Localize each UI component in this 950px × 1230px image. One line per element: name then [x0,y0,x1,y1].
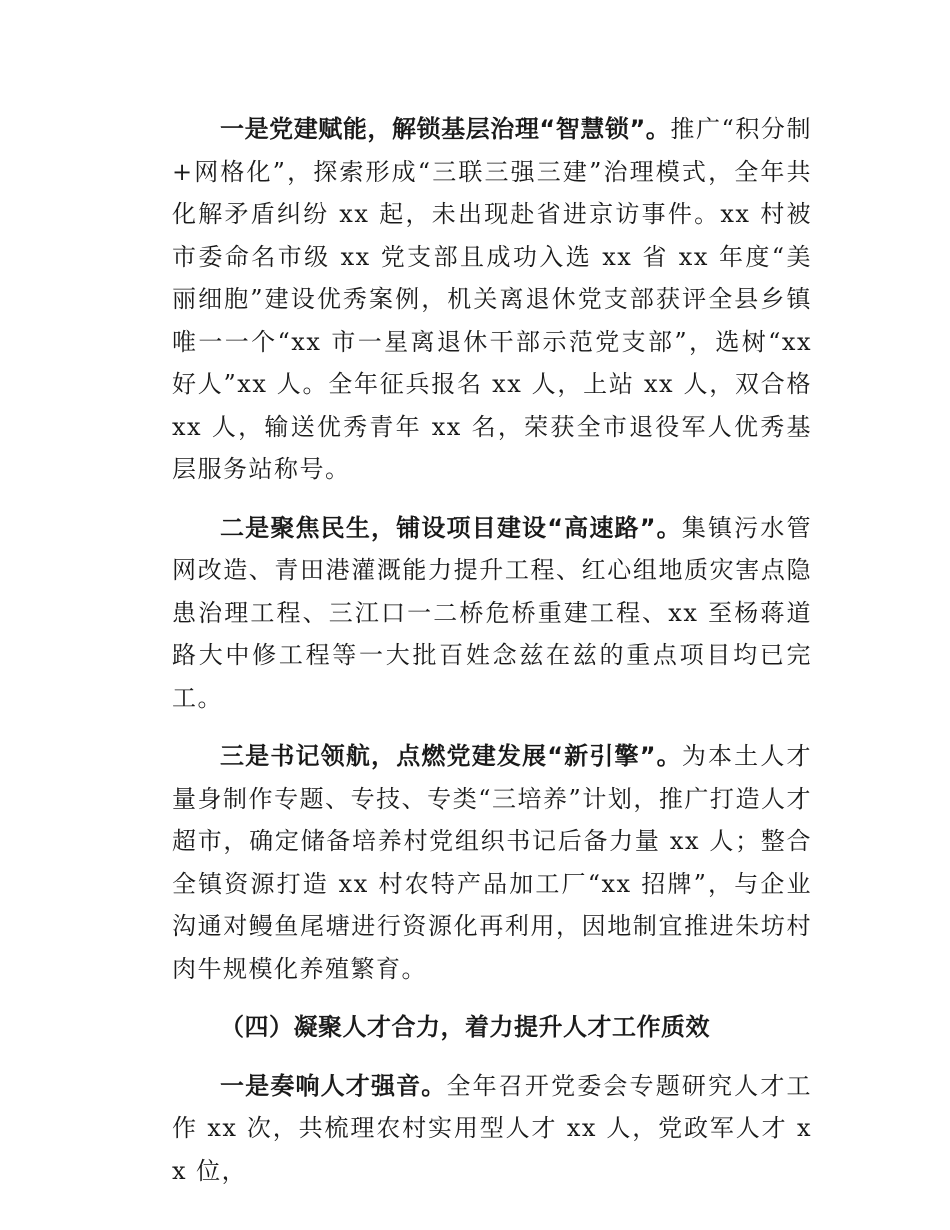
document-body [172,108,812,1208]
paragraph-text: 集镇污水管网改造、青田港灌溉能力提升工程、红心组地质灾害点隐患治理工程、三江口一二桥危桥重建工程、xx 至杨蒋道路大中修工程等一大批百姓念兹在兹的重点项目均已完工。 [172,513,812,712]
paragraph-text: 推广“积分制+网格化”，探索形成“三联三强三建”治理模式，全年共化解矛盾纠纷 xx 起，未出现赴省进京访事件。xx 村被市委命名市级 xx 党支部且成功入选 xx 省 xx 年度“美丽细胞”建设优秀案例，机关离退休党支部获评全县乡镇唯一一个“xx 市一星离退休干部示范党支部”，选树“xx 好人”xx 人。全年征兵报名 xx 人，上站 xx 人，双合格 xx 人，输送优秀青年 xx 名，荣获全市退役军人优秀基层服务站称号。 [172,115,812,483]
paragraph-lead: 一是奏响人才强音。 [220,1071,447,1100]
paragraph-lead: 三是书记领航，点燃党建发展“新引擎”。 [220,742,682,770]
paragraph-lead: 二是聚焦民生，铺设项目建设“高速路”。 [220,513,682,542]
paragraph-party-building [172,108,812,491]
paragraph-secretary [172,735,812,990]
paragraph-livelihood [172,507,812,720]
section-heading: （四）凝聚人才合力，着力提升人才工作质效 [220,1013,710,1041]
paragraph-text: 为本土人才量身制作专题、专技、专类“三培养”计划，推广打造人才超市，确定储备培养村党组织书记后备力量 xx 人；整合全镇资源打造 xx 村农特产品加工厂“xx 招牌”，与企业沟通对鳗鱼尾塘进行资源化再利用，因地制宜推进朱坊村肉牛规模化养殖繁育。 [172,742,812,983]
paragraph-talent [172,1065,812,1193]
paragraph-text: 全年召开党委会专题研究人才工作 xx 次，共梳理农村实用型人才 xx 人，党政军人才 xx 位， [172,1071,813,1185]
paragraph-lead: 一是党建赋能，解锁基层治理“智慧锁”。 [220,115,671,143]
